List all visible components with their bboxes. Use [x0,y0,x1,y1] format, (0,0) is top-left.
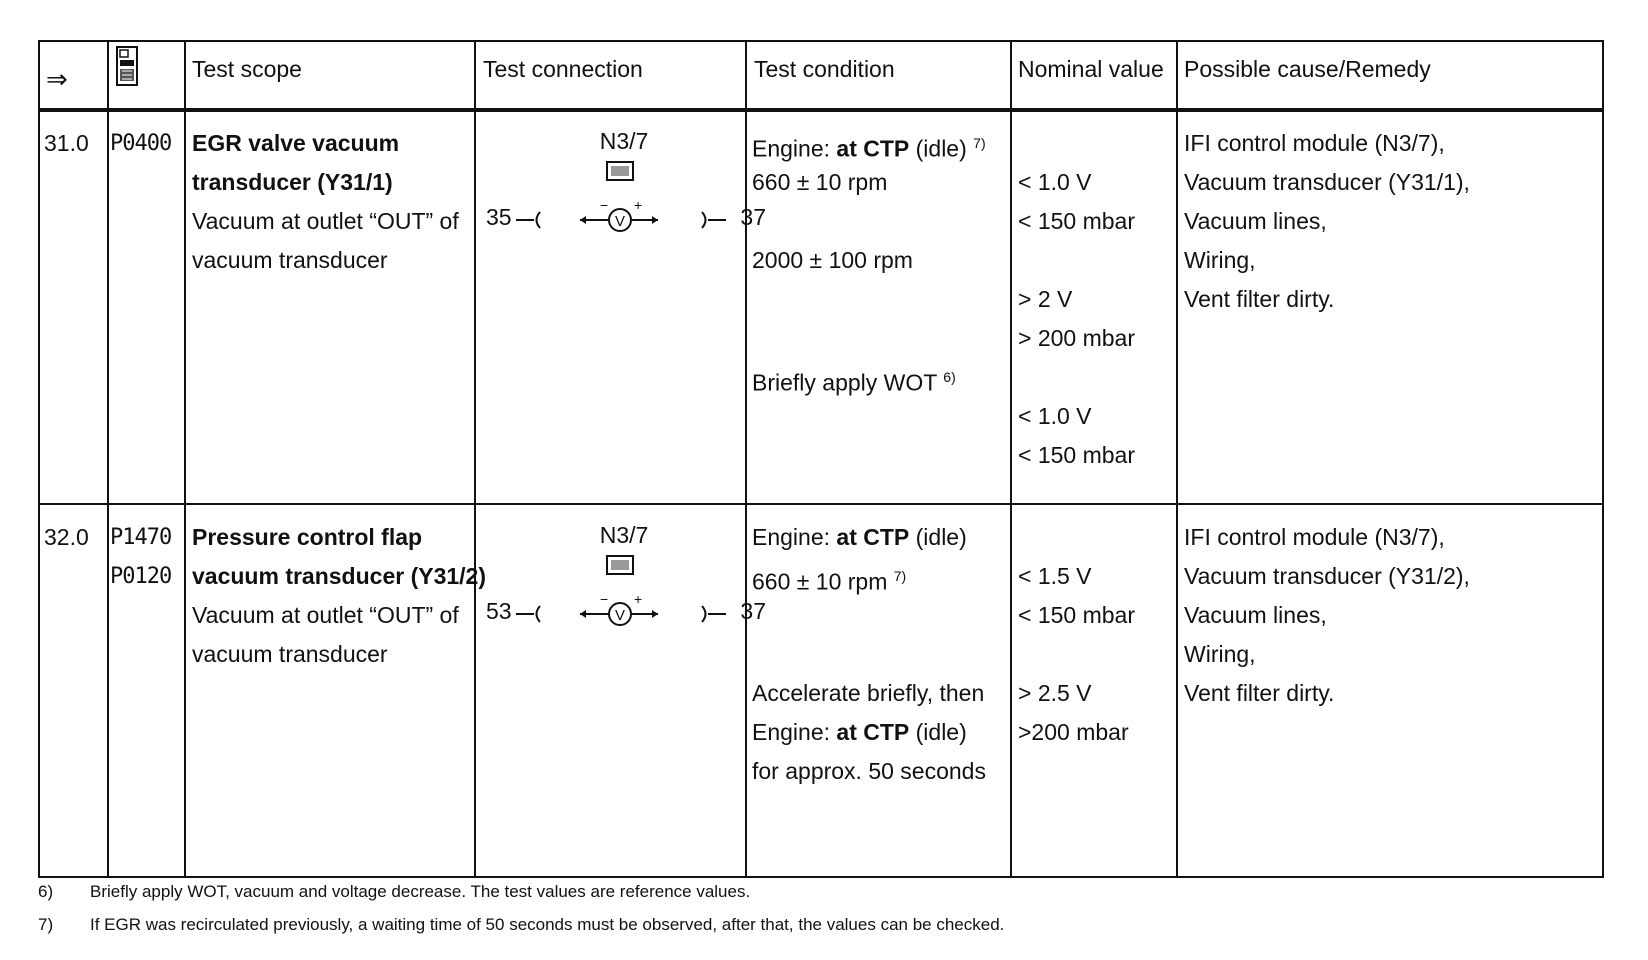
voltmeter-symbol: V [614,607,626,624]
test-condition: Engine: at CTP (idle) 660 ± 10 rpm $^{7)}$ Accelerate briefly, then Engine: at CTP (idle) for approx. 50 seconds [752,524,986,784]
fault-code: P0400 [110,131,172,156]
column-divider [107,42,109,876]
test-condition: Engine: at CTP (idle) $^{7)}$ 660 ± 10 rpm 2000 ± 100 rpm Briefly apply WOT $^{6)}$ [752,135,986,396]
step-number: 32.0 [44,524,89,550]
header-nominal-value: Nominal value [1018,56,1164,82]
test-scope: EGR valve vacuum transducer (Y31/1) Vacuum at outlet “OUT” of vacuum transducer [192,130,459,273]
header-possible-cause: Possible cause/Remedy [1184,56,1431,82]
column-divider [184,42,186,876]
nominal-values: < 1.0 V < 150 mbar > 2 V > 200 mbar < 1.0 V < 150 mbar [1018,169,1135,468]
header-test-condition: Test condition [754,56,895,82]
pin-right: 37 [740,204,766,230]
arrow-header: ⇒ [46,64,68,94]
header-test-scope: Test scope [192,56,302,82]
pin-left: 53 [486,598,512,624]
column-divider [1010,42,1012,876]
row-divider [40,503,1602,505]
footnote: 7) If EGR was recirculated previously, a waiting time of 50 seconds must be observed, after that, the values can be checked. [38,915,1005,934]
svg-text:+: + [634,591,643,607]
column-divider [1176,42,1178,876]
nominal-values: < 1.5 V < 150 mbar > 2.5 V >200 mbar [1018,563,1135,745]
svg-text:+: + [634,197,643,213]
header-test-connection: Test connection [483,56,643,82]
fault-codes: P1470 P0120 [110,525,172,589]
possible-causes: IFI control module (N3/7), Vacuum transducer (Y31/1), Vacuum lines, Wiring, Vent filter dirty. [1184,130,1470,312]
pin-left: 35 [486,204,512,230]
step-number: 31.0 [44,130,89,156]
header-divider [40,108,1602,112]
possible-causes: IFI control module (N3/7), Vacuum transducer (Y31/2), Vacuum lines, Wiring, Vent filter dirty. [1184,524,1470,706]
module-label: N3/7 [599,128,649,154]
column-divider [474,42,476,876]
connection-diagram [480,126,768,246]
test-table [38,40,1604,878]
svg-text:−: − [600,591,609,607]
pin-right: 37 [740,598,766,624]
connection-diagram [480,520,768,640]
test-scope: Pressure control flap vacuum transducer (Y31/2) Vacuum at outlet “OUT” of vacuum transducer [192,524,487,667]
voltmeter-symbol: V [614,213,626,230]
tester-device-icon [116,46,138,98]
svg-text:−: − [600,197,609,213]
footnote: 6) Briefly apply WOT, vacuum and voltage decrease. The test values are reference values. [38,882,751,901]
module-label: N3/7 [599,522,649,548]
